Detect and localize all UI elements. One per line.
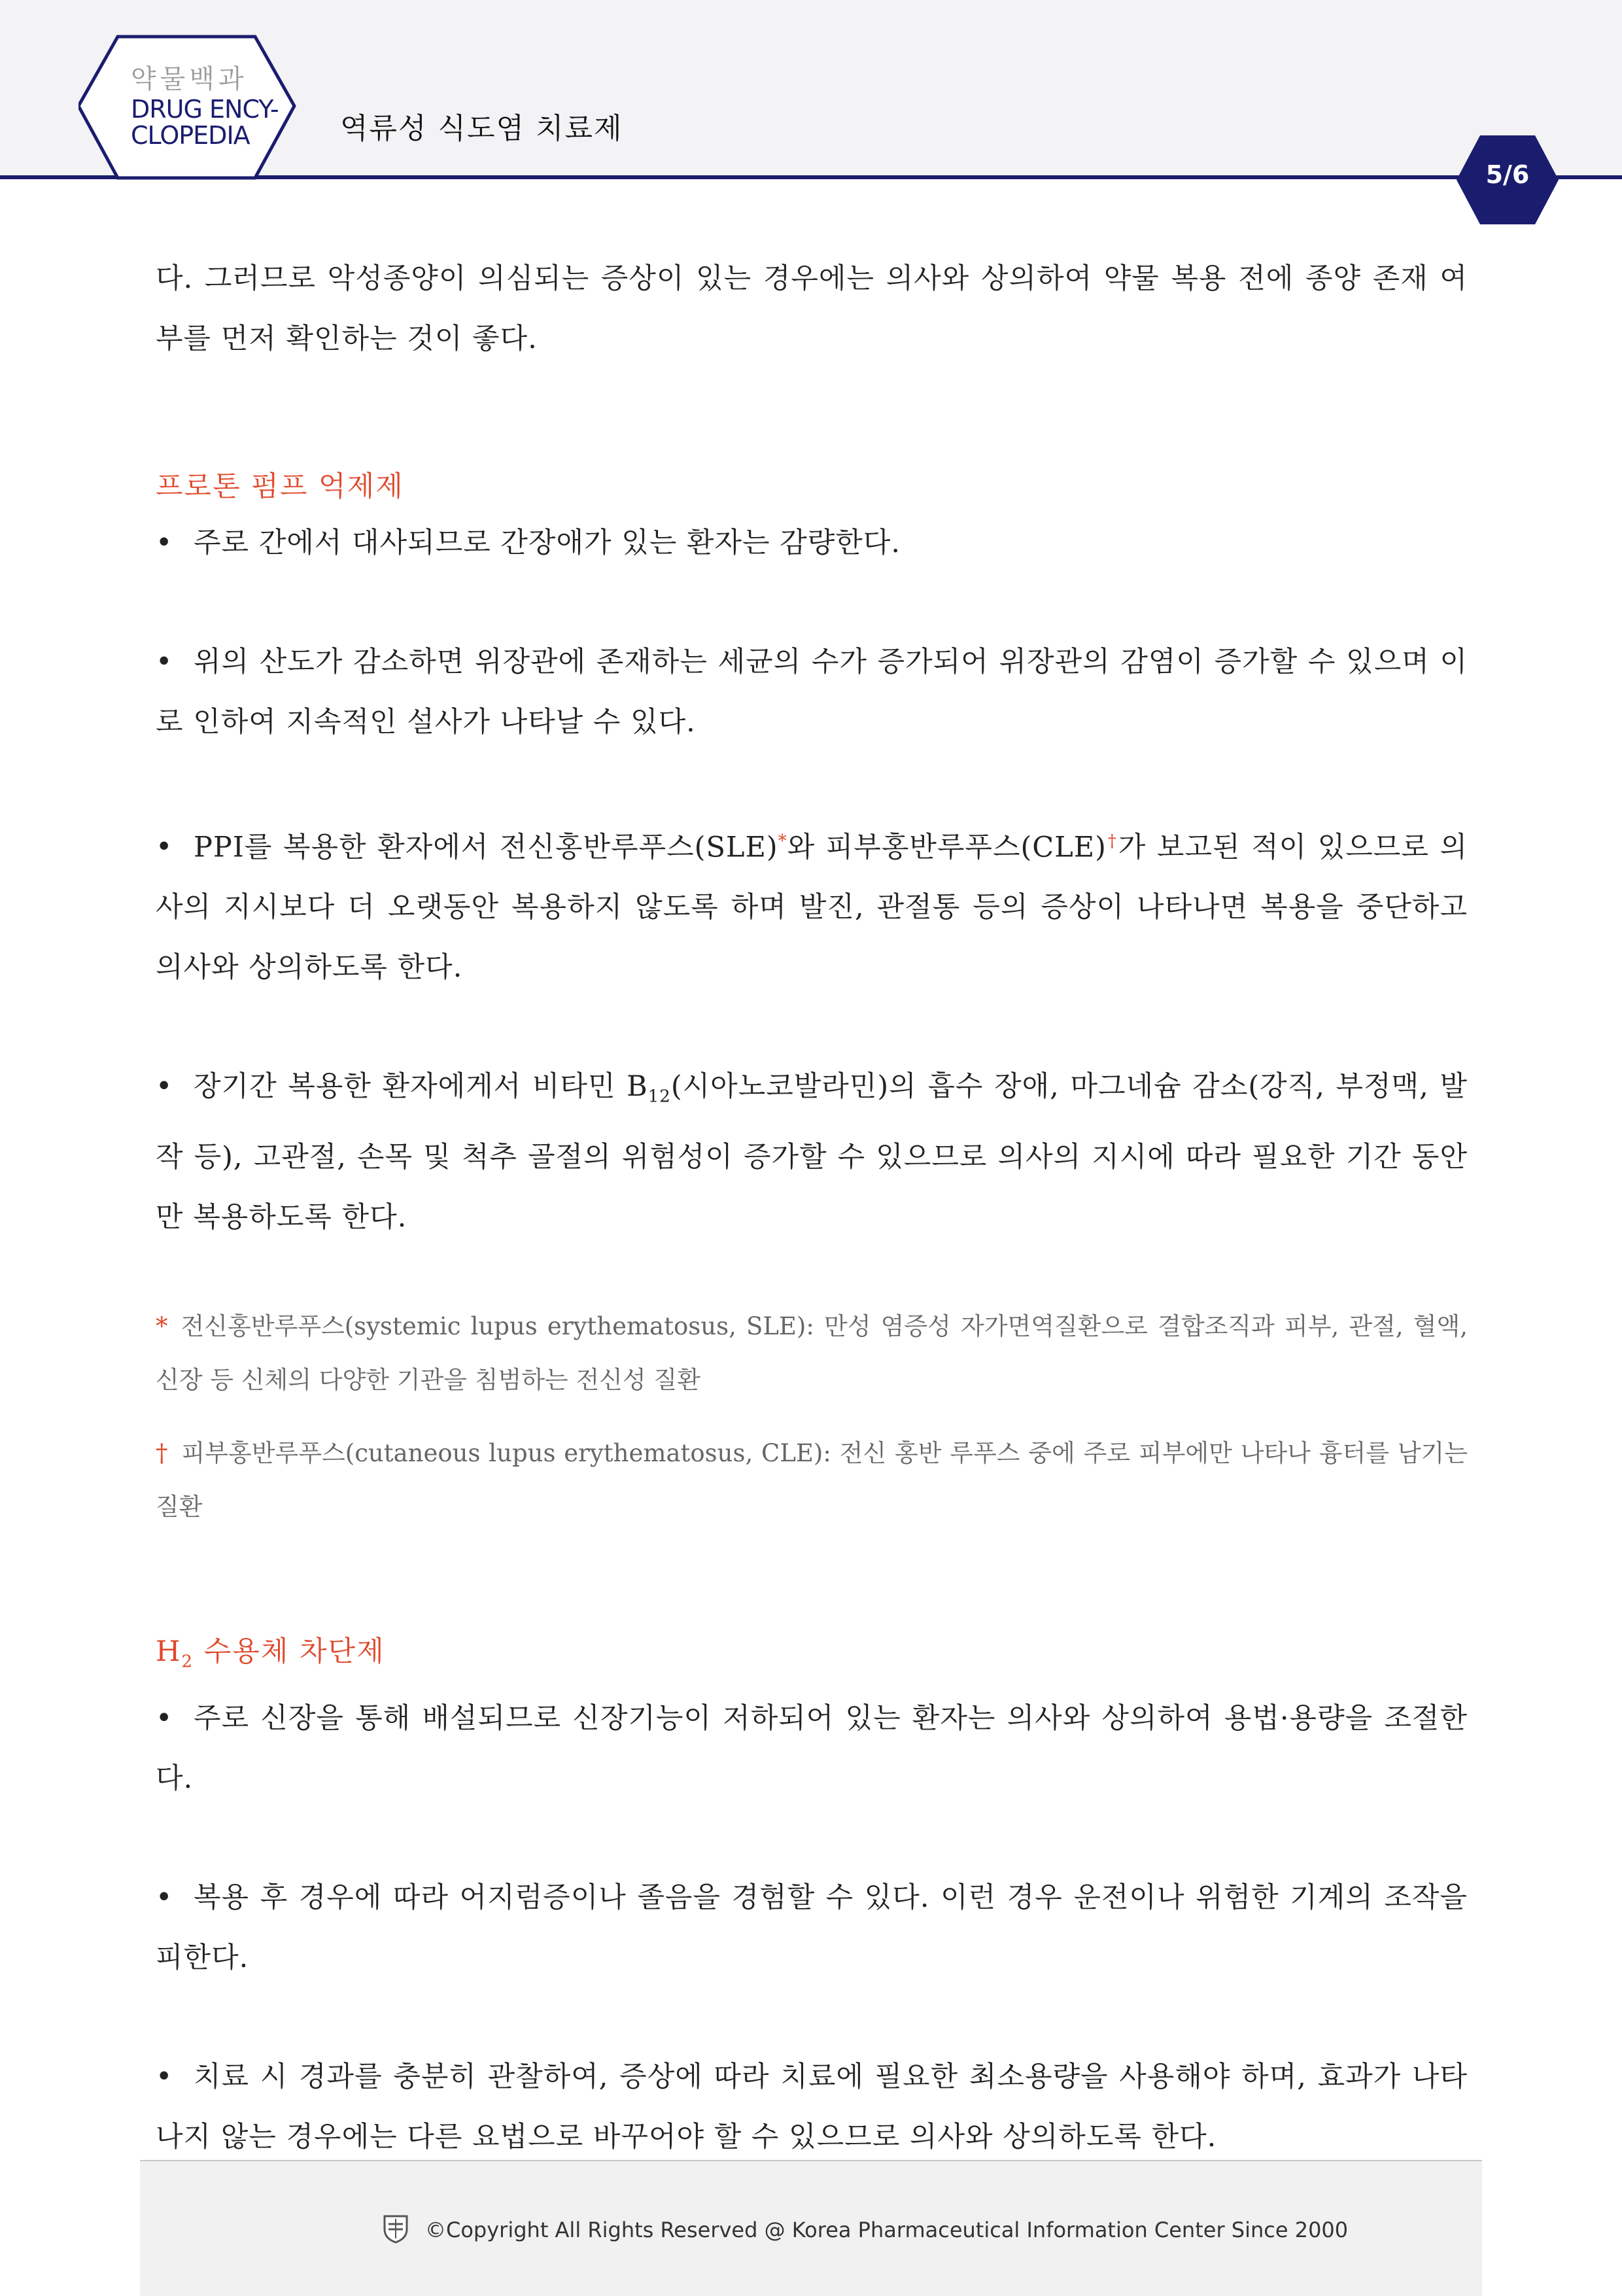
ppi-bullet-1-text: 주로 간에서 대사되므로 간장애가 있는 환자는 감량한다. (194, 527, 901, 559)
h2-bullet-2 (156, 1868, 1468, 1988)
h2-bullet-1 (156, 1688, 1468, 1809)
section-title-ppi: 프로톤 펌프 억제제 (156, 470, 404, 503)
ppi-bullet-3-text-b: 와 피부홍반루푸스(CLE) (787, 831, 1107, 864)
h2-title-sub: 2 (181, 1652, 194, 1672)
intro-paragraph: 다. 그러므로 악성종양이 의심되는 증상이 있는 경우에는 의사와 상의하여 약물 복용 전에 종양 존재 여부를 먼저 확인하는 것이 좋다. (156, 262, 1468, 355)
ppi-bullet-3-text-a: PPI를 복용한 환자에서 전신홍반루푸스(SLE) (194, 831, 778, 864)
bullet-mark: • (156, 1701, 173, 1735)
h2-bullet-3-text: 치료 시 경과를 충분히 관찰하여, 증상에 따라 치료에 필요한 최소용량을 사용해야 하며, 효과가 나타나지 않는 경우에는 다른 요법으로 바꾸어야 할 수 있으므로 의사와 상의하도록 한다. (156, 2060, 1468, 2153)
bullet-mark: • (156, 527, 173, 559)
h2-title-h: H (156, 1635, 182, 1668)
footnote-mark-dagger: † (1106, 831, 1118, 851)
ppi-bullet-1 (156, 513, 1468, 573)
ppi-bullet-3 (156, 811, 1468, 998)
bullet-mark: • (156, 2060, 173, 2093)
bullet-mark: • (156, 1881, 173, 1914)
h2-bullet-2-text: 복용 후 경우에 따라 어지럼증이나 졸음을 경험할 수 있다. 이런 경우 운전이나 위험한 기계의 조작을 피한다. (156, 1881, 1468, 1974)
ppi-bullet-2-text: 위의 산도가 감소하면 위장관에 존재하는 세균의 수가 증가되어 위장관의 감염이 증가할 수 있으며 이로 인하여 지속적인 설사가 나타날 수 있다. (156, 646, 1468, 739)
ppi-bullet-3-text-c: 가 보고된 적이 있으므로 의사의 지시보다 더 오랫동안 복용하지 않도록 하며 발진, 관절통 등의 증상이 나타나면 복용을 중단하고 의사와 상의하도록 한다. (156, 831, 1468, 984)
bullet-mark: • (156, 1070, 173, 1104)
footnote-asterisk: * (156, 1312, 168, 1340)
main-content (156, 249, 1468, 2167)
logo (131, 65, 327, 149)
section-title-h2-blocker (156, 1626, 1468, 1688)
shield-crest-icon (382, 2214, 409, 2244)
ppi-bullet-4 (156, 1056, 1468, 1247)
h2-title-rest: 수용체 차단제 (194, 1635, 385, 1668)
document-title: 역류성 식도염 치료제 (340, 112, 623, 145)
footnote-sle-text: 전신홍반루푸스(systemic lupus erythematosus, SLE): 만성 염증성 자가면역질환으로 결합조직과 피부, 관절, 혈액, 신장 등 신체의 다양한 기관을 침범하는 전신성 질환 (156, 1312, 1468, 1394)
bullet-mark: • (156, 646, 173, 678)
subscript-12: 12 (647, 1087, 671, 1107)
footnotes (156, 1300, 1468, 1534)
page-number: 5/6 (1485, 160, 1530, 189)
ppi-bullet-4-text-a: 장기간 복용한 환자에게서 비타민 B (194, 1070, 648, 1104)
footnote-dagger: † (156, 1438, 169, 1467)
h2-bullet-1-text: 주로 신장을 통해 배설되므로 신장기능이 저하되어 있는 환자는 의사와 상의하여 용법·용량을 조절한다. (156, 1701, 1468, 1795)
footnote-cle (156, 1427, 1468, 1534)
footer-copyright: ©Copyright All Rights Reserved @ Korea Pharmaceutical Information Center Since 2000 (425, 2218, 1349, 2242)
logo-en-line1: DRUG ENCY- (131, 95, 279, 124)
logo-ko: 약물백과 (131, 64, 248, 94)
footnote-mark-asterisk: * (778, 831, 787, 851)
ppi-bullet-4-text-b: (시아노코발라민)의 흡수 장애, 마그네슘 감소(강직, 부정맥, 발작 등), 고관절, 손목 및 척추 골절의 위험성이 증가할 수 있으므로 의사의 지시에 따라 필요한 기간 동안만 복용하도록 한다. (156, 1070, 1468, 1234)
ppi-bullet-2 (156, 632, 1468, 752)
bullet-mark: • (156, 831, 173, 864)
logo-en-line2: CLOPEDIA (131, 120, 250, 150)
h2-bullet-3 (156, 2047, 1468, 2167)
footnote-sle (156, 1300, 1468, 1407)
footnote-cle-text: 피부홍반루푸스(cutaneous lupus erythematosus, CLE): 전신 홍반 루푸스 중에 주로 피부에만 나타나 흉터를 남기는 질환 (156, 1438, 1468, 1521)
